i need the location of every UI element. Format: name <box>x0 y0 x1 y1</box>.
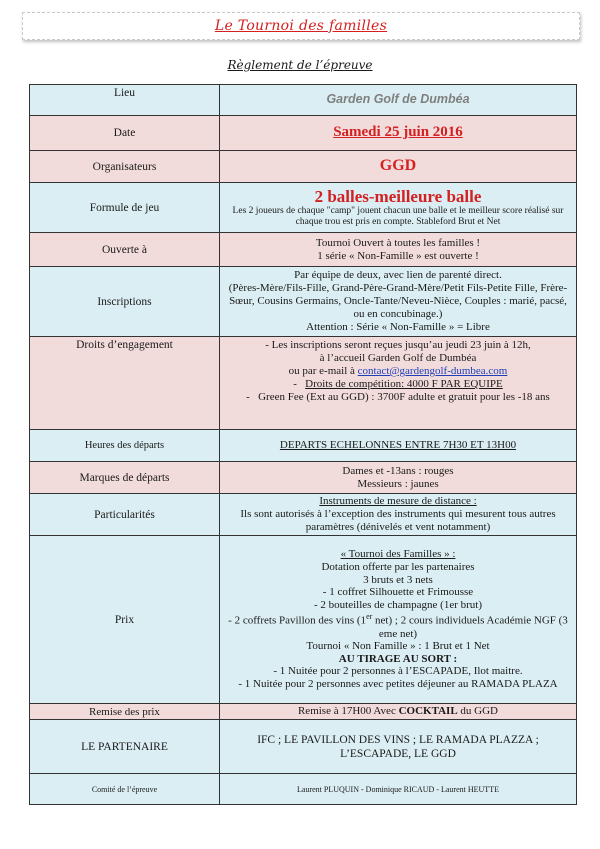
prix-l10: - 1 Nuitée pour 2 personnes avec petites déjeuner au RAMADA PLAZA <box>238 678 558 690</box>
prix-l6 <box>223 611 573 640</box>
marques-line2: Messieurs : jaunes <box>357 477 439 490</box>
date-value <box>220 116 577 151</box>
partenaire-label: LE PARTENAIRE <box>30 720 220 774</box>
remise-suffix: du GGD <box>457 705 499 717</box>
ouverte-line1: Tournoi Ouvert à toutes les familles ! <box>315 236 481 249</box>
particularites-line1: Instruments de mesure de distance : <box>319 495 477 507</box>
document-subtitle: Règlement de l’épreuve <box>227 58 373 72</box>
formule-value <box>220 183 577 233</box>
title-banner <box>22 12 580 40</box>
droits-greenfee: Green Fee (Ext au GGD) : 3700F adulte et gratuit pour les -18 ans <box>258 391 550 403</box>
remise-prefix: Remise à 17H00 Avec <box>297 705 399 717</box>
inscriptions-label: Inscriptions <box>30 267 220 337</box>
document-title: Le Tournoi des familles <box>214 18 388 34</box>
prix-l2: Dotation offerte par les partenaires <box>321 561 475 573</box>
row-prix <box>30 536 577 704</box>
organisateurs-text: GGD <box>379 157 417 174</box>
prix-l6a: - 2 coffrets Pavillon des vins (1 <box>228 615 367 628</box>
inscriptions-value <box>220 267 577 337</box>
rules-table <box>29 84 577 805</box>
remise-bold: COCKTAIL <box>398 705 458 717</box>
row-formule <box>30 183 577 233</box>
row-partenaire <box>30 720 577 774</box>
inscriptions-line2: (Pères-Mère/Fils-Fille, Grand-Père-Grand-Mère/Petit Fils-Petite Fille, Frère-Sœur, Cousins Germains, Oncle-Tante/Neveu-Nièce, Couples : marié, pacsé, ou en concubinage.) <box>228 282 568 320</box>
row-marques <box>30 462 577 494</box>
droits-line1: - Les inscriptions seront reçues jusqu’au jeudi 23 juin à 12h, <box>265 339 531 351</box>
marques-line1: Dames et -13ans : rouges <box>342 464 454 477</box>
organisateurs-label: Organisateurs <box>30 151 220 183</box>
prix-l4: - 1 coffret Silhouette et Frimousse <box>322 586 474 599</box>
row-remise <box>30 704 577 720</box>
formule-title: 2 balles-meilleure balle <box>314 187 482 206</box>
inscriptions-line3: Attention : Série « Non-Famille » = Libre <box>306 321 490 333</box>
heures-label: Heures des départs <box>30 430 220 462</box>
formule-desc: Les 2 joueurs de chaque "camp" jouent chacun une balle et le meilleur score réalisé sur chaque trou est pris en compte. Stableford Brut et Net <box>232 206 564 227</box>
droits-line2: à l’accueil Garden Golf de Dumbéa <box>319 352 477 364</box>
comite-label: Comité de l’épreuve <box>30 774 220 805</box>
particularites-value <box>220 494 577 536</box>
row-lieu <box>30 85 577 116</box>
droits-value <box>220 337 577 430</box>
formule-label: Formule de jeu <box>30 183 220 233</box>
droits-line4: - Droits de compétition: 4000 F PAR EQUIPE <box>293 378 503 390</box>
date-label: Date <box>30 116 220 151</box>
comite-value: Laurent PLUQUIN - Dominique RICAUD - Laurent HEUTTE <box>220 774 577 805</box>
ouverte-line2: 1 série « Non-Famille » est ouverte ! <box>317 249 479 262</box>
contact-email-link[interactable]: contact@gardengolf-dumbea.com <box>357 365 508 377</box>
prix-l3: 3 bruts et 3 nets <box>363 573 433 586</box>
remise-label: Remise des prix <box>30 704 220 720</box>
prix-l9: - 1 Nuitée pour 2 personnes à l’ESCAPADE, Ilot maitre. <box>273 665 523 678</box>
inscriptions-line1: Par équipe de deux, avec lien de parenté direct. <box>294 269 502 281</box>
prix-l7: Tournoi « Non Famille » : 1 Brut et 1 Net <box>306 640 490 653</box>
droits-email-prefix: ou par e-mail à <box>288 365 358 377</box>
droits-line5: - Green Fee (Ext au GGD) : 3700F adulte et gratuit pour les -18 ans <box>246 391 550 403</box>
droits-competition: Droits de compétition: 4000 F PAR EQUIPE <box>305 378 503 390</box>
heures-value <box>220 430 577 462</box>
prix-l6b: net) ; 2 cours individuels Académie NGF (3 eme net) <box>372 615 568 640</box>
ouverte-label: Ouverte à <box>30 233 220 267</box>
lieu-text: Garden Golf de Dumbéa <box>326 92 470 106</box>
remise-value <box>220 704 577 720</box>
prix-label: Prix <box>30 536 220 704</box>
droits-line3 <box>223 365 573 378</box>
row-heures <box>30 430 577 462</box>
partenaire-value: IFC ; LE PAVILLON DES VINS ; LE RAMADA PLAZZA ; L’ESCAPADE, LE GGD <box>220 720 577 774</box>
prix-l1: « Tournoi des Familles » : <box>340 548 456 561</box>
heures-text: DEPARTS ECHELONNES ENTRE 7H30 ET 13H00 <box>279 439 517 451</box>
row-particularites <box>30 494 577 536</box>
prix-value <box>220 536 577 704</box>
marques-value <box>220 462 577 494</box>
droits-label: Droits d’engagement <box>30 337 220 430</box>
lieu-label: Lieu <box>30 85 220 116</box>
row-comite <box>30 774 577 805</box>
particularites-line2: Ils sont autorisés à l’exception des instruments qui mesurent tous autres paramètres (dénivelés et vent notamment) <box>240 508 556 533</box>
row-organisateurs <box>30 151 577 183</box>
particularites-label: Particularités <box>30 494 220 536</box>
marques-label: Marques de départs <box>30 462 220 494</box>
prix-l6sup: er <box>366 612 373 622</box>
row-date <box>30 116 577 151</box>
lieu-value <box>220 85 577 116</box>
date-text: Samedi 25 juin 2016 <box>333 124 463 140</box>
organisateurs-value <box>220 151 577 183</box>
prix-l5: - 2 bouteilles de champagne (1er brut) <box>314 598 482 611</box>
prix-l8: AU TIRAGE AU SORT : <box>338 652 458 665</box>
ouverte-value <box>220 233 577 267</box>
row-inscriptions <box>30 267 577 337</box>
row-ouverte <box>30 233 577 267</box>
row-droits <box>30 337 577 430</box>
